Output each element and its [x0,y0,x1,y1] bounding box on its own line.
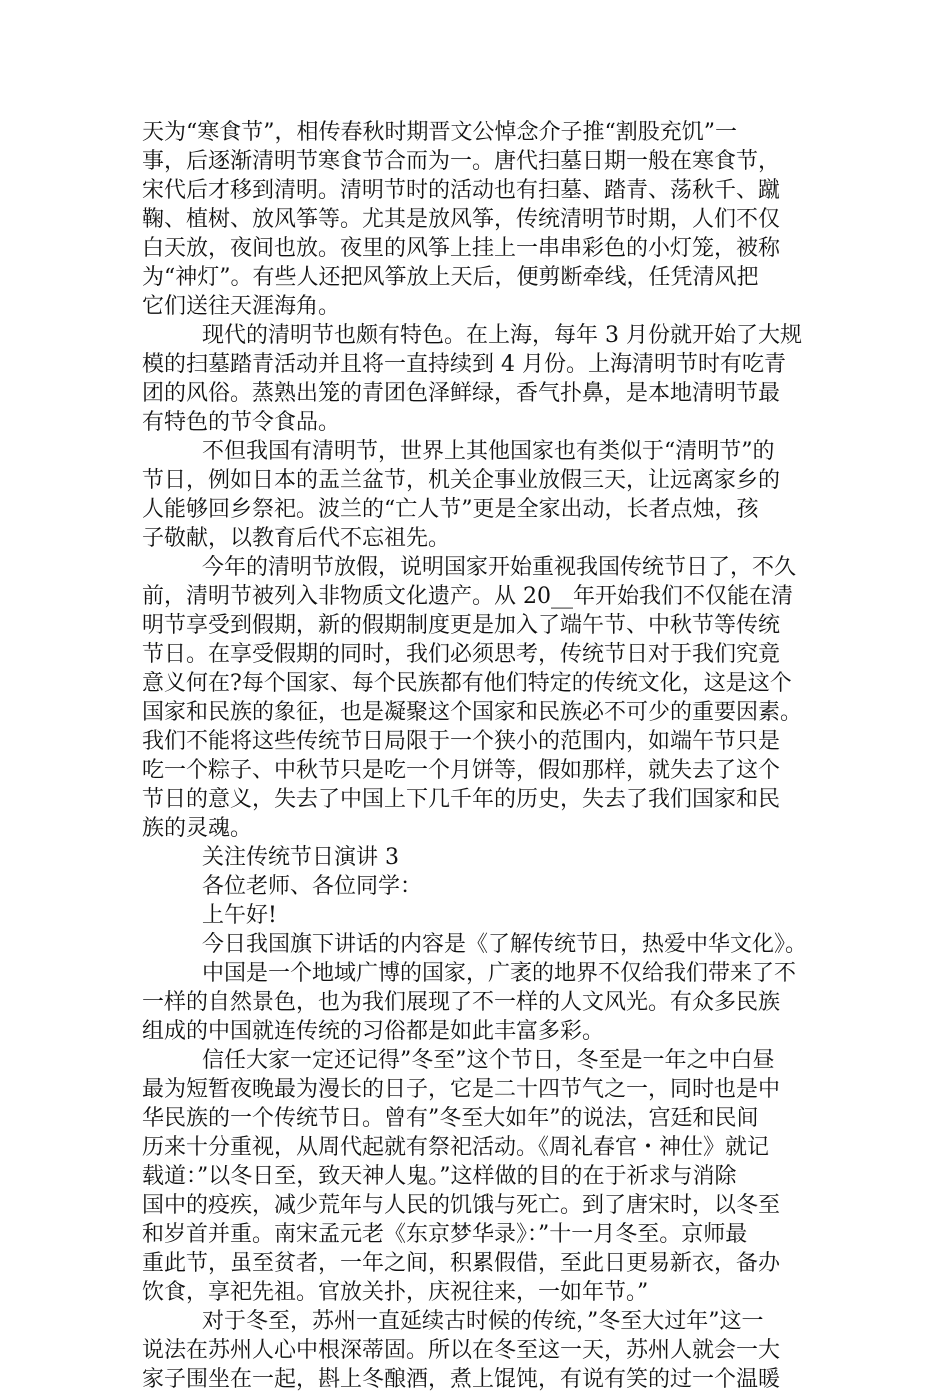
text-line: 节日，例如日本的盂兰盆节，机关企事业放假三天，让远离家乡的 [142,468,781,493]
paragraph-first-line: 信任大家一定还记得”冬至”这个节日，冬至是一年之中白昼 [202,1048,775,1073]
text-line: 节日的意义，失去了中国上下几千年的历史，失去了我们国家和民 [142,787,781,812]
text-line: 我们不能将这些传统节日局限于一个狭小的范围内，如端午节只是 [142,729,781,754]
paragraph-first-line: 不但我国有清明节，世界上其他国家也有类似于“清明节”的 [202,439,775,464]
text-line: 事，后逐渐清明节寒食节合而为一。唐代扫墓日期一般在寒食节， [142,149,781,174]
text-line: 国中的疫疾，减少荒年与人民的饥饿与死亡。到了唐宋时，以冬至 [142,1193,781,1218]
text-line: 家子围坐在一起，斟上冬酿酒，煮上馄饨，有说有笑的过一个温暖 [142,1367,781,1392]
text-line: 重此节，虽至贫者，一年之间，积累假借，至此日更易新衣，备办 [142,1251,781,1276]
text-line: 饮食，享祀先祖。官放关扑，庆祝往来，一如年节。” [142,1280,649,1305]
text-line: 明节享受到假期，新的假期制度更是加入了端午节、中秋节等传统 [142,613,781,638]
text-line: 模的扫墓踏青活动并且将一直持续到 4 月份。上海清明节时有吃青 [142,352,786,377]
paragraph-first-line: 关注传统节日演讲 3 [202,845,399,870]
document-page [142,118,814,1394]
text-line: 前，清明节被列入非物质文化遗产。从 20__年开始我们不仅能在清 [142,584,793,609]
text-line: 历来十分重视，从周代起就有祭祀活动。《周礼春官・神仕》就记 [142,1135,770,1160]
text-line: 吃一个粽子、中秋节只是吃一个月饼等，假如那样，就失去了这个 [142,758,781,783]
text-line: 最为短暂夜晚最为漫长的日子，它是二十四节气之一，同时也是中 [142,1077,781,1102]
text-line: 一样的自然景色，也为我们展现了不一样的人文风光。有众多民族 [142,990,781,1015]
text-line: 天为“寒食节”，相传春秋时期晋文公悼念介子推“割股充饥”一 [142,120,737,145]
text-line: 意义何在?每个国家、每个民族都有他们特定的传统文化，这是这个 [142,671,792,696]
text-line: 节日。在享受假期的同时，我们必须思考，传统节日对于我们究竟 [142,642,781,667]
paragraph-first-line: 今年的清明节放假，说明国家开始重视我国传统节日了，不久 [202,555,797,580]
text-line: 华民族的一个传统节日。曾有”冬至大如年”的说法，宫廷和民间 [142,1106,759,1131]
text-line: 宋代后才移到清明。清明节时的活动也有扫墓、踏青、荡秋千、蹴 [142,178,781,203]
text-line: 组成的中国就连传统的习俗都是如此丰富多彩。 [142,1019,605,1044]
text-line: 国家和民族的象征，也是凝聚这个国家和民族必不可少的重要因素。 [142,700,803,725]
text-line: 载道：”以冬日至，致天神人鬼。”这样做的目的在于祈求与消除 [142,1164,737,1189]
text-line: 人能够回乡祭祀。波兰的“亡人节”更是全家出动，长者点烛，孩 [142,497,759,522]
text-line: 团的风俗。蒸熟出笼的青团色泽鲜绿，香气扑鼻，是本地清明节最 [142,381,781,406]
paragraph-first-line: 今日我国旗下讲话的内容是《了解传统节日，热爱中华文化》。 [202,932,808,957]
paragraph-first-line: 现代的清明节也颇有特色。在上海，每年 3 月份就开始了大规 [202,323,802,348]
text-line: 子敬献，以教育后代不忘祖先。 [142,526,451,551]
text-line: 它们送往天涯海角。 [142,294,341,319]
text-line: 和岁首并重。南宋孟元老《东京梦华录》：”十一月冬至。京师最 [142,1222,748,1247]
text-line: 说法在苏州人心中根深蒂固。所以在冬至这一天，苏州人就会一大 [142,1338,781,1363]
paragraph-first-line: 各位老师、各位同学： [202,874,423,899]
text-line: 族的灵魂。 [142,816,253,841]
paragraph-first-line: 对于冬至，苏州一直延续古时候的传统，”冬至大过年”这一 [202,1309,764,1334]
paragraph-first-line: 上午好! [202,903,277,928]
text-line: 有特色的节令食品。 [142,410,341,435]
text-line: 为“神灯”。有些人还把风筝放上天后，便剪断牵线，任凭清风把 [142,265,759,290]
text-line: 鞠、植树、放风筝等。尤其是放风筝，传统清明节时期，人们不仅 [142,207,781,232]
text-line: 白天放，夜间也放。夜里的风筝上挂上一串串彩色的小灯笼，被称 [142,236,781,261]
paragraph-first-line: 中国是一个地域广博的国家，广袤的地界不仅给我们带来了不 [202,961,797,986]
